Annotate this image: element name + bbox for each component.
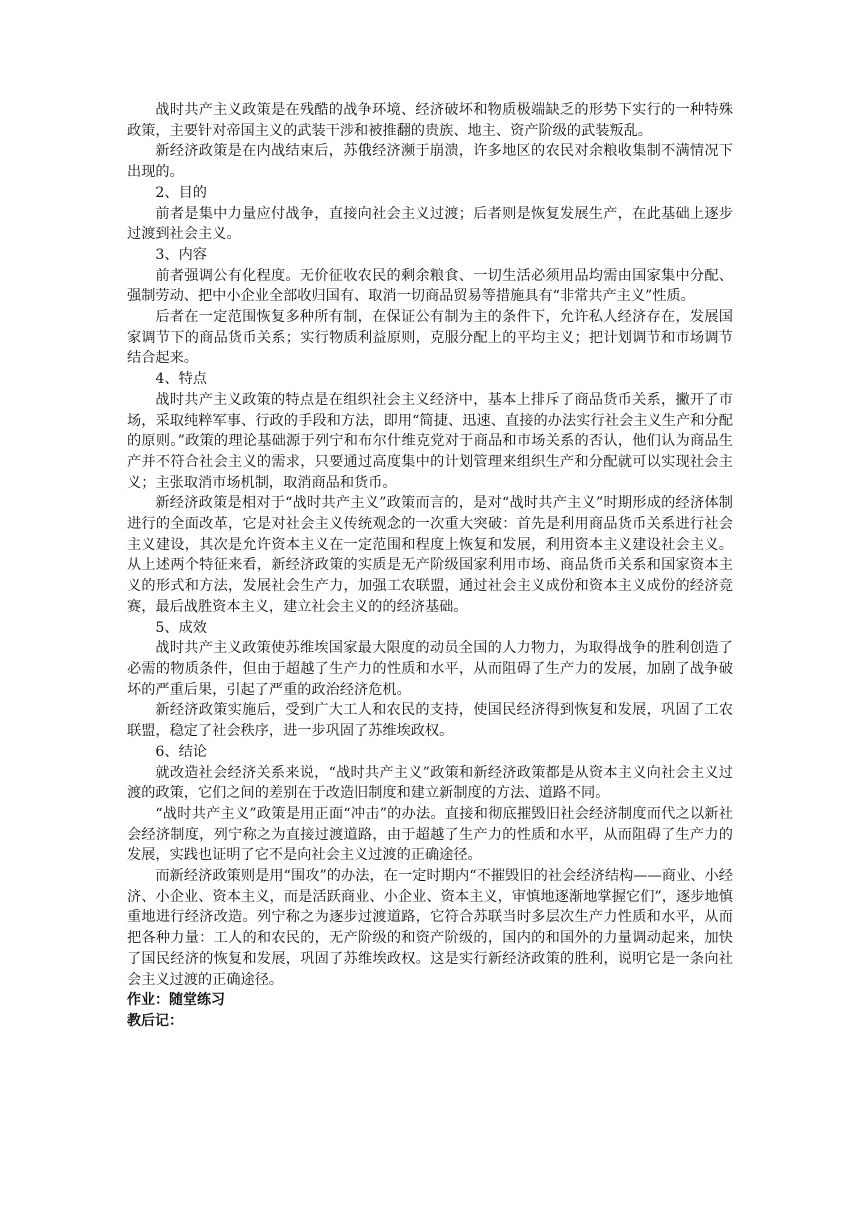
paragraph-conclusion-war-communism: “战时共产主义”政策是用正面“冲击”的办法。直接和彻底摧毁旧社会经济制度而代之以新社会经济制度，列宁称之为直接过渡道路，由于超越了生产力的性质和水平，从而阻碍了生产力的发展，实践也证明了它不是向社会主义过渡的正确途径。 <box>127 805 733 864</box>
section-heading-purpose: 2、目的 <box>155 184 207 201</box>
paragraph-nep-background: 新经济政策是在内战结束后，苏俄经济濒于崩溃，许多地区的农民对余粮收集制不满情况下出现的。 <box>127 143 733 181</box>
paragraph-war-communism-background: 战时共产主义政策是在残酷的战争环境、经济破坏和物质极端缺乏的形势下实行的一种特殊政策，主要针对帝国主义的武装干涉和被推翻的贵族、地主、资产阶级的武装叛乱。 <box>127 102 733 139</box>
paragraph-content-nep: 后者在一定范围恢复多种所有制，在保证公有制为主的条件下，允许私人经济存在，发展国家调节下的商品货币关系；实行物质利益原则，克服分配上的平均主义；把计划调节和市场调节结合起来。 <box>127 309 733 367</box>
paragraph-content-war-communism: 前者强调公有化程度。无价征收农民的剩余粮食、一切生活必须用品均需由国家集中分配、强制劳动、把中小企业全部收归国有、取消一切商品贸易等措施具有“非常共产主义”性质。 <box>127 267 733 305</box>
paragraph-results-nep: 新经济政策实施后，受到广大工人和农民的支持，使国民经济得到恢复和发展，巩固了工农联盟，稳定了社会秩序，进一步巩固了苏维埃政权。 <box>127 702 733 740</box>
paragraph-conclusion-nep: 而新经济政策则是用“围攻”的办法，在一定时期内“不摧毁旧的社会经济结构——商业、小经济、小企业、资本主义，而是活跃商业、小企业、资本主义，审慎地逐渐地掌握它们”，逐步地慎重地进行经济改造。列宁称之为逐步过渡道路，它符合苏联当时多层次生产力性质和水平，从而把各种力量：工人的和农民的，无产阶级的和资产阶级的，国内的和国外的力量调动起来，加快了国民经济的恢复和发展，巩固了苏维埃政权。这是实行新经济政策的胜利，说明它是一条向社会主义过渡的正确途径。 <box>127 868 733 988</box>
paragraph-conclusion-overview: 就改造社会经济关系来说，“战时共产主义”政策和新经济政策都是从资本主义向社会主义过渡的政策，它们之间的差别在于改造旧制度和建立新制度的方法、道路不同。 <box>127 764 733 802</box>
section-heading-conclusion: 6、结论 <box>155 743 207 760</box>
section-heading-features: 4、特点 <box>155 371 207 388</box>
section-heading-content: 3、内容 <box>155 246 207 263</box>
homework-label: 作业：随堂练习 <box>127 992 225 1009</box>
paragraph-features-nep: 新经济政策是相对于“战时共产主义”政策而言的，是对“战时共产主义”时期形成的经济体制进行的全面改革，它是对社会主义传统观念的一次重大突破：首先是利用商品货币关系进行社会主义建设，其次是允许资本主义在一定范围和程度上恢复和发展，利用资本主义建设社会主义。从上述两个特征来看，新经济政策的实质是无产阶级国家利用市场、商品货币关系和国家资本主义的形式和方法，发展社会生产力，加强工农联盟，通过社会主义成份和资本主义成份的经济竞赛，最后战胜资本主义，建立社会主义的的经济基础。 <box>127 495 733 615</box>
document-body <box>127 100 733 1032</box>
section-heading-results: 5、成效 <box>155 619 207 636</box>
paragraph-features-war-communism: 战时共产主义政策的特点是在组织社会主义经济中，基本上排斥了商品货币关系，撇开了市场，采取纯粹军事、行政的手段和方法，即用“简捷、迅速、直接的办法实行社会主义生产和分配的原则。”政策的理论基础源于列宁和布尔什维克党对于商品和市场关系的否认，他们认为商品生产并不符合社会主义的需求，只要通过高度集中的计划管理来组织生产和分配就可以实现社会主义；主张取消市场机制，取消商品和货币。 <box>127 391 733 491</box>
paragraph-results-war-communism: 战时共产主义政策使苏维埃国家最大限度的动员全国的人力物力，为取得战争的胜利创造了必需的物质条件，但由于超越了生产力的性质和水平，从而阻碍了生产力的发展，加剧了战争破坏的严重后果，引起了严重的政治经济危机。 <box>127 640 733 698</box>
paragraph-purpose: 前者是集中力量应付战争，直接向社会主义过渡；后者则是恢复发展生产，在此基础上逐步过渡到社会主义。 <box>127 205 733 243</box>
post-lesson-notes-label: 教后记： <box>127 1012 183 1029</box>
